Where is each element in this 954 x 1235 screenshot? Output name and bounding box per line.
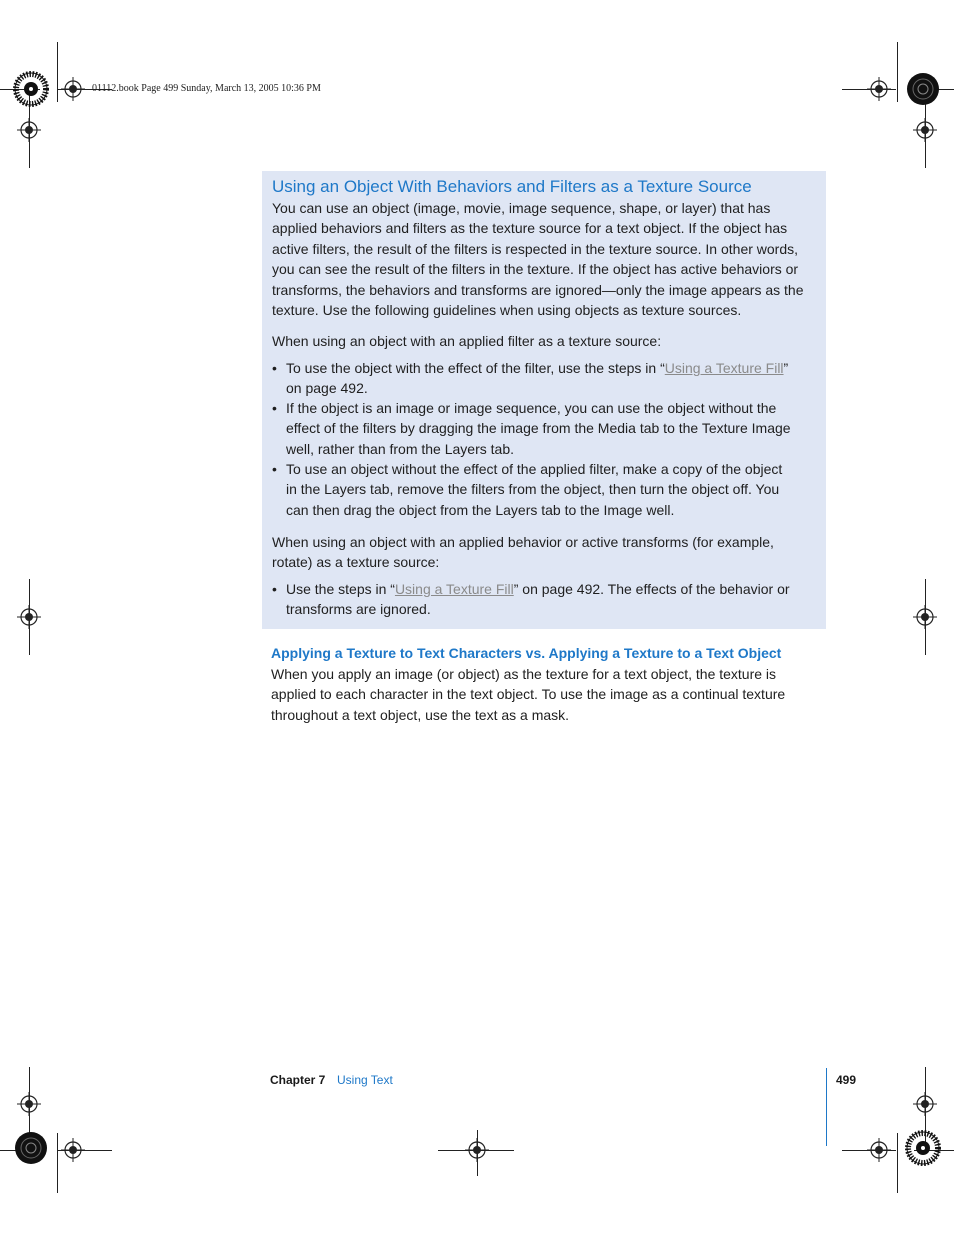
footer-divider bbox=[826, 1068, 827, 1146]
starburst-target-icon bbox=[13, 1130, 49, 1166]
footer-chapter-title: Using Text bbox=[337, 1073, 393, 1087]
registration-mark-icon bbox=[17, 605, 41, 629]
bullet-icon: • bbox=[272, 461, 277, 477]
registration-mark-icon bbox=[913, 118, 937, 142]
registration-mark-icon bbox=[17, 1092, 41, 1116]
starburst-target-icon bbox=[905, 71, 941, 107]
sidebar-paragraph: When using an object with an applied behavior or active transforms (for example, rotate) as a texture source: bbox=[272, 534, 774, 571]
registration-mark-icon bbox=[913, 605, 937, 629]
starburst-target-icon bbox=[905, 1130, 941, 1166]
list-item: • If the object is an image or image sequence, you can use the object without the effect of the filters by dragging the image from the Media tab to the Texture Image well, rather than from the Layers tab. bbox=[272, 400, 791, 457]
sidebar-title: Using an Object With Behaviors and Filters as a Texture Source bbox=[272, 177, 752, 196]
sidebar-paragraph: You can use an object (image, movie, image sequence, shape, or layer) that has applied behaviors and filters as the texture source for a text object. If the object has active filters, the result of the filters is respected in the texture source. In other words, you can see the result of the filters in the texture. If the object has active behaviors or transforms, the behaviors and transforms are ignored—only the image appears as the texture. Use the following guidelines when using objects as texture sources. bbox=[272, 200, 804, 319]
cross-reference-link[interactable]: Using a Texture Fill bbox=[664, 360, 784, 376]
page-number: 499 bbox=[836, 1073, 857, 1087]
registration-mark-icon bbox=[867, 1138, 891, 1162]
registration-mark-icon bbox=[61, 1138, 85, 1162]
bullet-icon: • bbox=[272, 360, 277, 376]
section-heading: Applying a Texture to Text Characters vs. Applying a Texture to a Text Object bbox=[271, 645, 782, 661]
footer-chapter-label: Chapter 7 bbox=[270, 1073, 326, 1087]
sidebar-paragraph: When using an object with an applied filter as a texture source: bbox=[272, 333, 662, 349]
list-item: • To use the object with the effect of the filter, use the steps in “Using a Texture Fill” on page 492. bbox=[272, 360, 789, 397]
registration-mark-icon bbox=[61, 77, 85, 101]
registration-mark-icon bbox=[867, 77, 891, 101]
section-paragraph: When you apply an image (or object) as the texture for a text object, the texture is applied to each character in the text object. To use the image as a continual texture throughout a text object, use the text as a mask. bbox=[271, 666, 786, 723]
registration-mark-icon bbox=[17, 118, 41, 142]
bullet-icon: • bbox=[272, 581, 277, 597]
list-item: • To use an object without the effect of the applied filter, make a copy of the object in the Layers tab, remove the filters from the object, then turn the object off. You can then drag the object from the Layers tab to the Image well. bbox=[272, 461, 783, 518]
print-slug: 01112.book Page 499 Sunday, March 13, 2005 10:36 PM bbox=[92, 83, 321, 94]
registration-mark-icon bbox=[465, 1138, 489, 1162]
starburst-target-icon bbox=[13, 71, 49, 107]
bullet-icon: • bbox=[272, 400, 277, 416]
registration-mark-icon bbox=[913, 1092, 937, 1116]
list-item: • Use the steps in “Using a Texture Fill” on page 492. The effects of the behavior or transforms are ignored. bbox=[272, 581, 790, 618]
cross-reference-link[interactable]: Using a Texture Fill bbox=[394, 581, 514, 597]
